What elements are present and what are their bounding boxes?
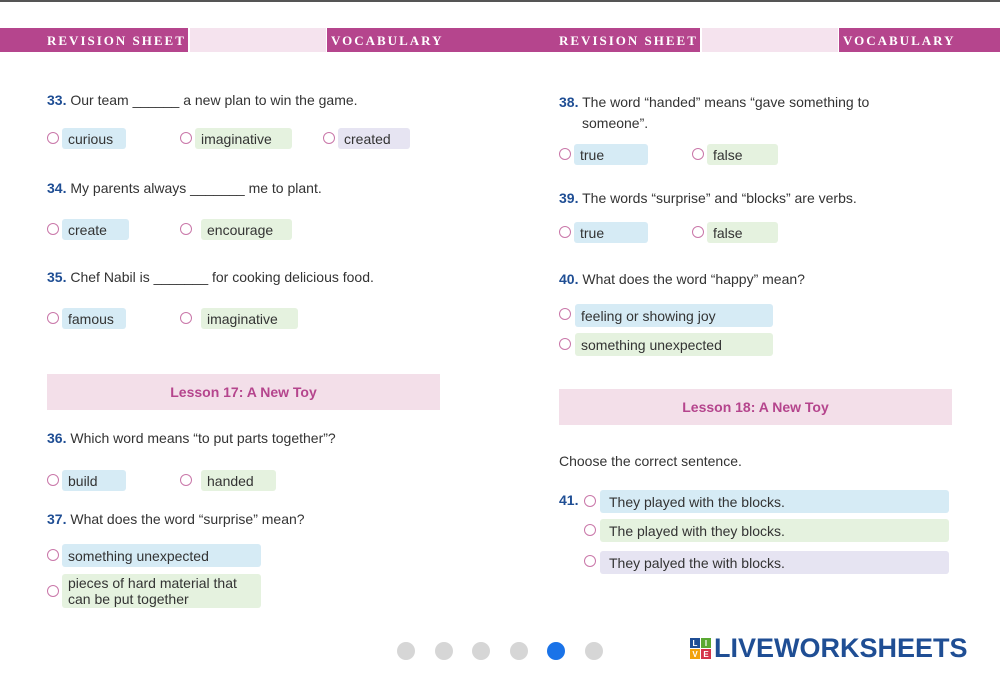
question-35 (47, 267, 374, 287)
logo-text: LIVEWORKSHEETS (714, 633, 968, 663)
question-text: Which word means “to put parts together”? (70, 430, 336, 446)
question-text: My parents always _______ me to plant. (70, 180, 322, 196)
page-dot-1[interactable] (397, 642, 415, 660)
option-q34-encourage[interactable]: encourage (201, 219, 292, 240)
page-dot-4[interactable] (510, 642, 528, 660)
option-q36-handed[interactable]: handed (201, 470, 276, 491)
option-line-1: pieces of hard material that (68, 575, 237, 591)
logo-mark (690, 638, 711, 659)
option-q37-pieces-of-hard-material[interactable] (62, 574, 261, 608)
question-text: Our team ______ a new plan to win the game. (70, 92, 358, 108)
lesson-18-heading: Lesson 18: A New Toy (559, 389, 952, 425)
option-q33-curious[interactable]: curious (62, 128, 126, 149)
header-left-revision-text: REVISION SHEET (47, 33, 186, 48)
question-number: 38. (559, 94, 579, 110)
question-number: 40. (559, 271, 579, 287)
option-q33-created[interactable]: created (338, 128, 410, 149)
option-q41-2[interactable]: The played with they blocks. (600, 519, 949, 542)
logo-mark-letter: I (701, 638, 711, 648)
instruction-text: Choose the correct sentence. (559, 453, 742, 469)
radio-q41-option-2[interactable] (584, 524, 596, 536)
radio-q38-false[interactable] (692, 148, 704, 160)
option-q41-3[interactable]: They palyed the with blocks. (600, 551, 949, 574)
option-q40-something-unexpected[interactable]: something unexpected (575, 333, 773, 356)
page-dot-6[interactable] (585, 642, 603, 660)
question-36 (47, 428, 336, 448)
question-text: The words “surprise” and “blocks” are verbs. (582, 190, 857, 206)
page-dot-2[interactable] (435, 642, 453, 660)
question-38-line-2: someone”. (582, 115, 649, 131)
option-q41-1[interactable]: They played with the blocks. (600, 490, 949, 513)
question-number: 35. (47, 269, 67, 285)
logo-mark-letter: L (690, 638, 700, 648)
radio-q35-imaginative[interactable] (180, 312, 192, 324)
top-border (0, 0, 1000, 2)
option-q38-false[interactable]: false (707, 144, 778, 165)
option-q33-imaginative[interactable]: imaginative (195, 128, 292, 149)
option-q35-imaginative[interactable]: imaginative (201, 308, 298, 329)
radio-q40-something-unexpected[interactable] (559, 338, 571, 350)
radio-q37-pieces-of-hard-material[interactable] (47, 585, 59, 597)
radio-q33-curious[interactable] (47, 132, 59, 144)
question-41-number: 41. (559, 492, 579, 508)
logo-mark-letter: E (701, 649, 711, 659)
option-q38-true[interactable]: true (574, 144, 648, 165)
radio-q41-option-1[interactable] (584, 495, 596, 507)
liveworksheets-logo (690, 633, 968, 664)
option-q37-something-unexpected[interactable]: something unexpected (62, 544, 261, 567)
radio-q33-created[interactable] (323, 132, 335, 144)
option-q34-create[interactable]: create (62, 219, 129, 240)
page-dot-3[interactable] (472, 642, 490, 660)
option-q36-build[interactable]: build (62, 470, 126, 491)
radio-q36-handed[interactable] (180, 474, 192, 486)
radio-q38-true[interactable] (559, 148, 571, 160)
question-text-line-1: The word “handed” means “gave something to (582, 94, 870, 110)
lesson-17-heading: Lesson 17: A New Toy (47, 374, 440, 410)
question-number: 39. (559, 190, 579, 206)
question-40 (559, 269, 805, 289)
header-band-left-spacer (190, 28, 326, 52)
radio-q34-create[interactable] (47, 223, 59, 235)
option-q40-feeling-joy[interactable]: feeling or showing joy (575, 304, 773, 327)
radio-q33-imaginative[interactable] (180, 132, 192, 144)
question-38 (559, 92, 869, 112)
question-34 (47, 178, 322, 198)
question-text: Chef Nabil is _______ for cooking delicious food. (70, 269, 374, 285)
radio-q36-build[interactable] (47, 474, 59, 486)
header-band-right-spacer (702, 28, 838, 52)
header-left-vocab-text: VOCABULARY (331, 33, 444, 48)
radio-q41-option-3[interactable] (584, 555, 596, 567)
radio-q39-false[interactable] (692, 226, 704, 238)
question-number: 36. (47, 430, 67, 446)
radio-q37-something-unexpected[interactable] (47, 549, 59, 561)
question-text: What does the word “surprise” mean? (70, 511, 305, 527)
question-33 (47, 90, 358, 110)
option-q39-false[interactable]: false (707, 222, 778, 243)
question-number: 34. (47, 180, 67, 196)
option-line-2: can be put together (68, 591, 189, 607)
radio-q40-feeling-joy[interactable] (559, 308, 571, 320)
option-q35-famous[interactable]: famous (62, 308, 126, 329)
question-39 (559, 188, 857, 208)
question-number: 33. (47, 92, 67, 108)
question-text: What does the word “happy” mean? (582, 271, 805, 287)
question-37 (47, 509, 305, 529)
option-q39-true[interactable]: true (574, 222, 648, 243)
header-right-vocab-text: VOCABULARY (843, 33, 956, 48)
radio-q34-encourage[interactable] (180, 223, 192, 235)
radio-q39-true[interactable] (559, 226, 571, 238)
page-dot-5[interactable] (547, 642, 565, 660)
logo-mark-letter: V (690, 649, 700, 659)
radio-q35-famous[interactable] (47, 312, 59, 324)
header-right-revision-text: REVISION SHEET (559, 33, 698, 48)
question-number: 37. (47, 511, 67, 527)
